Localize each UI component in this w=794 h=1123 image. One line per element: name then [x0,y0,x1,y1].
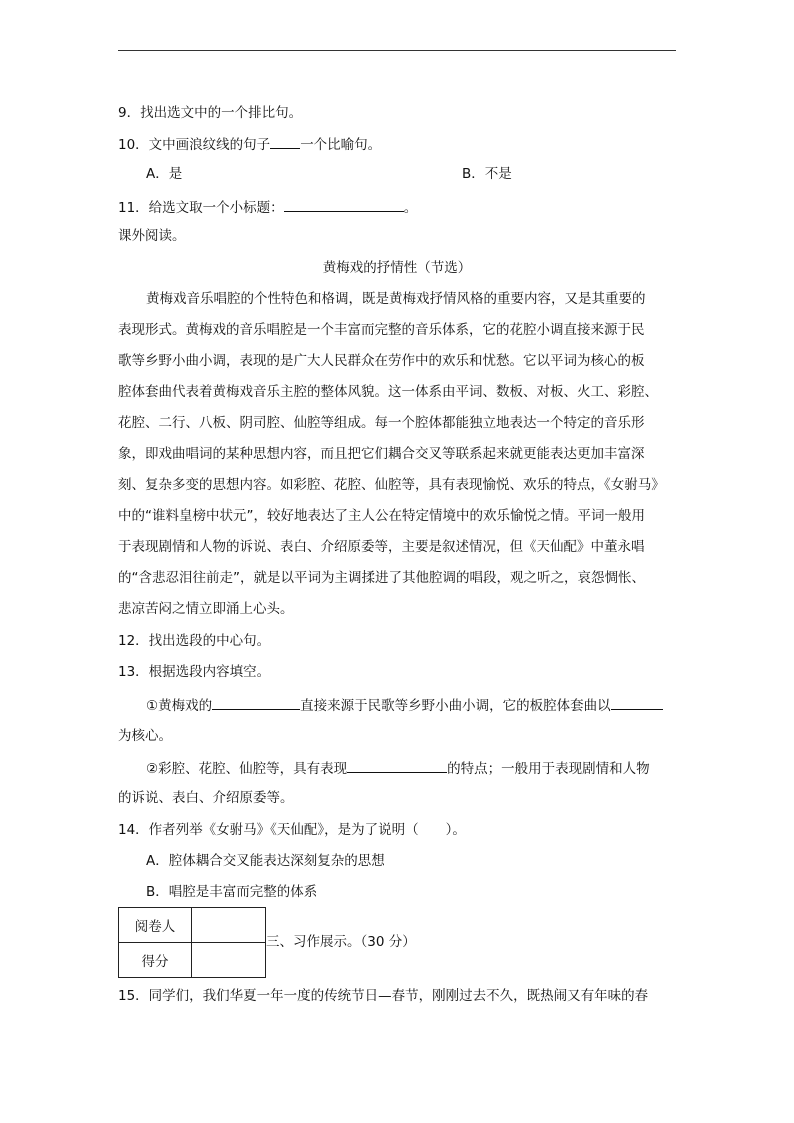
section-3-heading: 三、习作展示。（30 分） [266,934,416,950]
question-11-blank[interactable] [284,197,404,212]
extra-reading-label: 课外阅读。 [118,228,186,244]
question-11-prefix: 11．给选文取一个小标题： [118,200,284,216]
passage-line: 表现形式。黄梅戏的音乐唱腔是一个丰富而完整的音乐体系，它的花腔小调直接来源于民 [118,322,645,338]
passage-line: 于表现剧情和人物的诉说、表白、介绍原委等，主要是叙述情况，但《天仙配》中董永唱 [118,539,645,555]
question-10 [118,134,381,154]
passage-line: 的“含悲忍泪往前走”，就是以平词为主调揉进了其他腔调的唱段，观之听之，哀怨惆怅、 [118,570,645,586]
question-9: 9．找出选文中的一个排比句。 [118,105,303,121]
question-13-2-blank[interactable] [347,758,447,773]
question-13-1-cont: 为核心。 [118,728,172,744]
passage-line: 悲凉苦闷之情立即涌上心头。 [118,601,294,617]
question-10-suffix: 一个比喻句。 [300,137,382,153]
question-10-blank[interactable] [270,134,300,149]
question-14-option-b: B．唱腔是丰富而完整的体系 [146,884,318,900]
question-10-option-a: A．是 [146,166,183,182]
question-13-1-blank-b[interactable] [611,695,663,710]
question-11-suffix: 。 [403,200,418,216]
passage-line: 黄梅戏音乐唱腔的个性特色和格调，既是黄梅戏抒情风格的重要内容，又是其重要的 [146,291,646,307]
question-14: 14．作者列举《女驸马》《天仙配》，是为了说明（ ）。 [118,822,466,838]
question-13-1-mid: 直接来源于民歌等乡野小曲小调，它的板腔体套曲以 [300,698,611,714]
passage-line: 花腔、二行、八板、阴司腔、仙腔等组成。每一个腔体都能独立地表达一个特定的音乐形 [118,415,645,431]
question-13-1-prefix: ①黄梅戏的 [146,698,213,714]
score-table [118,907,266,978]
passage-line: 中的“谁料皇榜中状元”，较好地表达了主人公在特定情境中的欢乐愉悦之情。平词一般用 [118,508,645,524]
passage-line: 腔体套曲代表着黄梅戏音乐主腔的整体风貌。这一体系由平词、数板、对板、火工、彩腔、 [118,384,658,400]
question-13-2-prefix: ②彩腔、花腔、仙腔等，具有表现 [146,761,348,777]
passage-line: 刻、复杂多变的思想内容。如彩腔、花腔、仙腔等，具有表现愉悦、欢乐的特点，《女驸马》 [118,477,665,493]
question-13-2-suffix: 的特点；一般用于表现剧情和人物 [447,761,650,777]
passage-title: 黄梅戏的抒情性（节选） [322,260,472,276]
reviewer-label: 阅卷人 [119,908,192,943]
score-cell[interactable] [192,943,266,978]
question-13-item-2 [146,758,650,778]
question-10-option-b: B．不是 [462,166,512,182]
question-13-1-blank-a[interactable] [212,695,300,710]
question-15: 15．同学们，我们华夏一年一度的传统节日—春节，刚刚过去不久，既热闹又有年味的春 [118,988,649,1004]
question-13-item-1 [146,695,663,715]
passage-line: 象，即戏曲唱词的某种思想内容，而且把它们耦合交叉等联系起来就更能表达更加丰富深 [118,446,645,462]
question-11 [118,197,417,217]
question-13: 13．根据选段内容填空。 [118,664,271,680]
header-rule [118,50,676,51]
score-label: 得分 [119,943,192,978]
question-12: 12．找出选段的中心句。 [118,633,271,649]
question-10-prefix: 10．文中画浪纹线的句子 [118,137,271,153]
question-14-option-a: A．腔体耦合交叉能表达深刻复杂的思想 [146,853,385,869]
passage-line: 歌等乡野小曲小调，表现的是广大人民群众在劳作中的欢乐和忧愁。它以平词为核心的板 [118,353,645,369]
question-13-2-cont: 的诉说、表白、介绍原委等。 [118,790,294,806]
reviewer-cell[interactable] [192,908,266,943]
